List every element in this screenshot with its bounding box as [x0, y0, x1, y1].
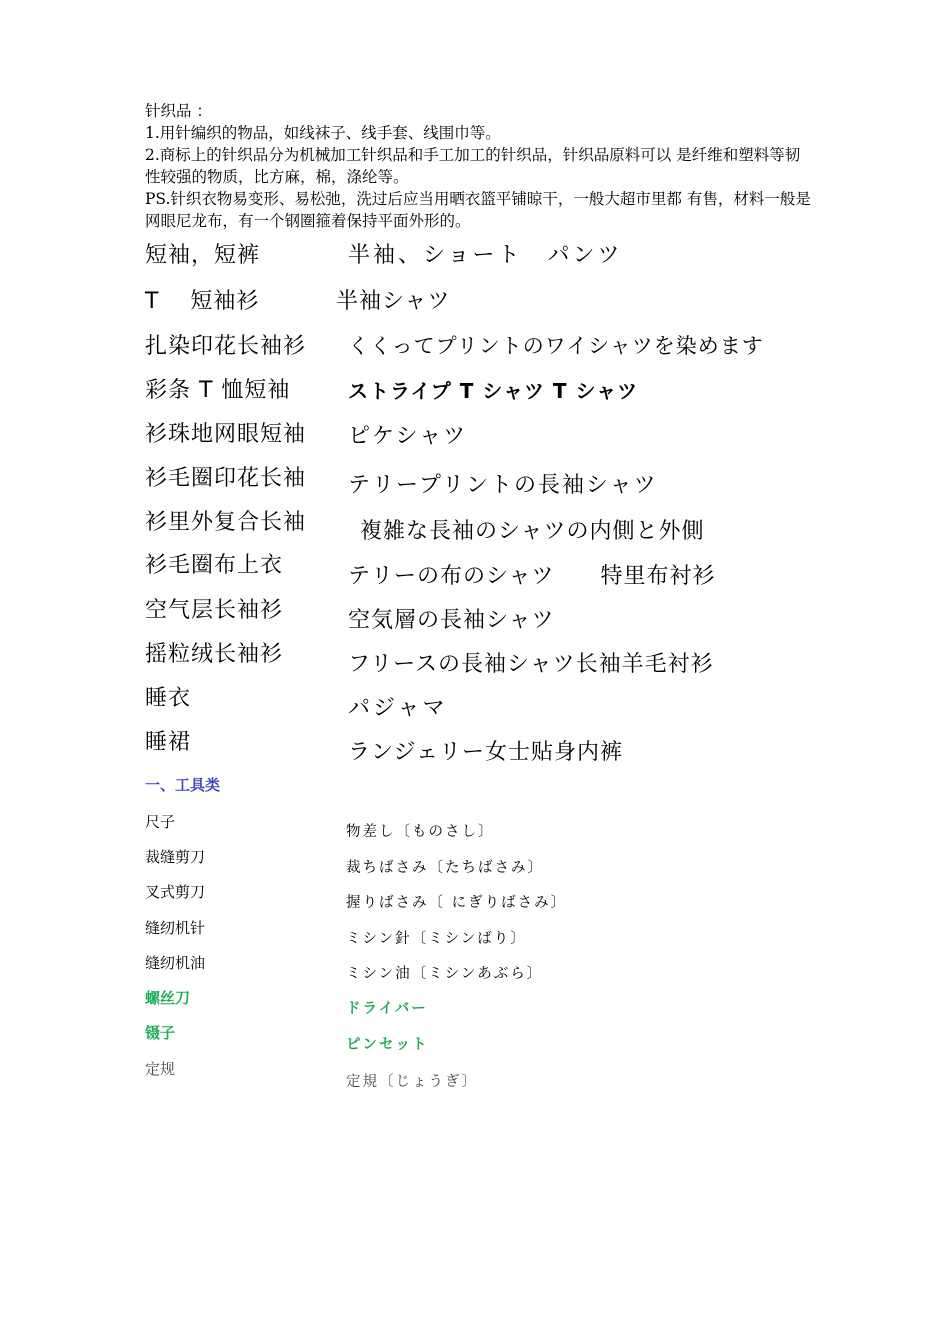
tool-zh: 镊子	[145, 1024, 176, 1042]
intro-section	[145, 100, 815, 232]
vocab-zh: 衫毛圈印花长袖	[145, 466, 307, 491]
vocab-zh: 睡衣	[145, 686, 192, 711]
intro-heading: 针织品 ：	[145, 102, 212, 120]
vocab-zh: 摇粒绒长袖衫	[145, 642, 284, 667]
tool-zh: 定规	[145, 1060, 176, 1078]
vocab-ja: 空気層の長袖シャツ	[348, 608, 555, 633]
vocab-ja: 半袖、ショート パンツ	[348, 243, 623, 268]
tool-ja: ドライバー	[346, 1001, 428, 1017]
vocab-ja: パジャマ	[348, 696, 448, 721]
tool-zh: 螺丝刀	[145, 989, 191, 1007]
tools-heading: 一、工具类	[145, 776, 221, 794]
vocab-ja: ランジェリー女士贴身内裤	[348, 740, 624, 765]
vocab-zh: 扎染印花长袖衫	[145, 334, 307, 359]
tool-zh: 裁缝剪刀	[145, 848, 206, 866]
vocab-ja: テリーの布のシャツ 特里布衬衫	[348, 564, 716, 589]
tool-ja: 定規〔じょうぎ〕	[346, 1074, 479, 1090]
vocab-zh: 衫珠地网眼短袖	[145, 422, 307, 447]
vocab-zh: 衫毛圈布上衣	[145, 553, 284, 578]
tool-ja: ピンセット	[346, 1037, 429, 1053]
tool-ja: 物差し〔ものさし〕	[346, 824, 495, 840]
vocab-ja: 複雑な長袖のシャツの内側と外側	[360, 519, 705, 544]
vocab-zh: T 短袖衫	[145, 289, 260, 314]
tool-zh: 叉式剪刀	[145, 883, 206, 901]
tool-ja: ミシン針〔ミシンばり〕	[346, 931, 527, 947]
vocab-ja: テリープリントの長袖シャツ	[348, 473, 658, 498]
vocab-ja: くくってプリントのワイシャツを染めます	[348, 334, 764, 358]
tool-zh: 缝纫机针	[145, 919, 206, 937]
vocab-zh: 短袖，短裤	[145, 243, 261, 268]
vocab-zh: 彩条 T 恤短袖	[145, 378, 291, 403]
intro-line-3: PS.针织衣物易变形、易松弛，洗过后应当用晒衣篮平铺晾干，一般大超市里都 有售，材料一般是网眼尼龙布，有一个钢圈箍着保持平面外形的。	[145, 190, 811, 230]
tool-ja: ミシン油〔ミシンあぶら〕	[346, 966, 544, 982]
vocab-ja: フリースの長袖シャツ长袖羊毛衬衫	[348, 652, 714, 677]
vocab-zh: 衫里外复合长袖	[145, 510, 307, 535]
vocab-ja: 半袖シャツ	[336, 289, 451, 314]
vocab-ja: ピケシャツ	[348, 424, 468, 449]
intro-line-1: 1.用针编织的物品，如线袜子、线手套、线围巾等。	[145, 124, 501, 142]
tool-ja: 裁ちばさみ〔たちばさみ〕	[346, 860, 544, 876]
intro-line-2: 2.商标上的针织品分为机械加工针织品和手工加工的针织品，针织品原料可以 是纤维和塑料等韧性较强的物质，比方麻，棉，涤纶等。	[145, 146, 801, 186]
tool-zh: 缝纫机油	[145, 954, 206, 972]
vocab-ja: ストライプ T シャツ T シャツ	[348, 379, 639, 403]
tool-ja: 握りばさみ〔 にぎりばさみ〕	[346, 895, 568, 911]
vocab-zh: 空气层长袖衫	[145, 598, 284, 623]
tool-zh: 尺子	[145, 813, 176, 831]
vocab-zh: 睡裙	[145, 730, 192, 755]
